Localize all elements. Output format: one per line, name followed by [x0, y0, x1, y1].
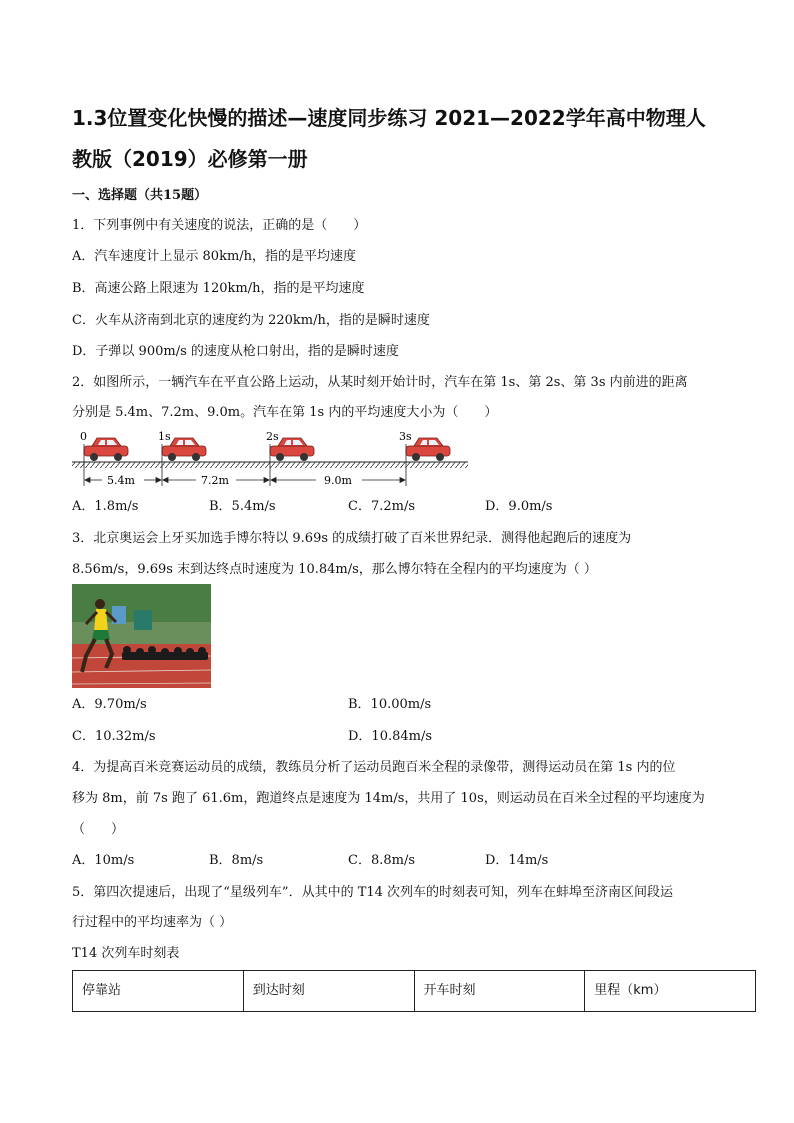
q1-option-d: D．子弹以 900m/s 的速度从枪口射出，指的是瞬时速度: [72, 344, 399, 359]
table-header-arrival: 到达时刻: [244, 971, 415, 1011]
q2-option-d: D．9.0m/s: [485, 499, 553, 514]
section-heading: 一、选择题（共15题）: [72, 188, 208, 203]
sprinter-photo: [72, 584, 211, 688]
q2-stem-line2: 分别是 5.4m、7.2m、9.0m。汽车在第 1s 内的平均速度大小为（ ）: [72, 405, 498, 420]
table-header-station: 停靠站: [73, 971, 244, 1011]
table-header-departure: 开车时刻: [415, 971, 586, 1011]
train-timetable: [72, 970, 756, 1012]
car-icon: [84, 438, 128, 461]
q4-option-a: A．10m/s: [72, 853, 135, 868]
q5-stem-line1: 5．第四次提速后，出现了“星级列车”．从其中的 T14 次列车的时刻表可知，列车在蚌埠至济南区间段运: [72, 885, 674, 900]
car-icon: [406, 438, 450, 461]
q1-option-a: A．汽车速度计上显示 80km/h，指的是平均速度: [72, 249, 357, 264]
document-title-line1: 1.3位置变化快慢的描述—速度同步练习 2021—2022学年高中物理人: [72, 106, 706, 130]
road-car-figure: [72, 430, 472, 490]
q3-stem-line1: 3．北京奥运会上牙买加选手博尔特以 9.69s 的成绩打破了百米世界纪录．测得他起跑后的速度为: [72, 531, 632, 546]
distance-label-2: 7.2m: [201, 474, 229, 487]
table-header-mileage: 里程（km）: [594, 983, 667, 998]
q2-option-b: B．5.4m/s: [209, 499, 276, 514]
train-table-caption: T14 次列车时刻表: [72, 946, 180, 961]
q1-option-c: C．火车从济南到北京的速度约为 220km/h，指的是瞬时速度: [72, 313, 430, 328]
q5-stem-line2: 行过程中的平均速率为（ ）: [72, 915, 233, 930]
q2-option-a: A．1.8m/s: [72, 499, 139, 514]
q1-option-b: B．高速公路上限速为 120km/h，指的是平均速度: [72, 281, 365, 296]
q3-option-b: B．10.00m/s: [348, 697, 432, 712]
q4-stem-line3: （ ）: [72, 822, 125, 837]
document-title-line2: 教版（2019）必修第一册: [72, 147, 308, 171]
time-label-1s: 1s: [158, 430, 171, 443]
q3-option-a: A．9.70m/s: [72, 697, 147, 712]
q1-stem: 1．下列事例中有关速度的说法，正确的是（ ）: [72, 218, 367, 233]
distance-label-1: 5.4m: [107, 474, 135, 487]
q3-option-d: D．10.84m/s: [348, 729, 433, 744]
time-label-2s: 2s: [266, 430, 279, 443]
q2-option-c: C．7.2m/s: [348, 499, 415, 514]
distance-label-3: 9.0m: [324, 474, 352, 487]
q4-stem-line2: 移为 8m，前 7s 跑了 61.6m，跑道终点是速度为 14m/s，共用了 10s，则运动员在百米全过程的平均速度为: [72, 791, 705, 806]
time-label-3s: 3s: [399, 430, 412, 443]
q3-option-c: C．10.32m/s: [72, 729, 156, 744]
q4-stem-line1: 4．为提高百米竞赛运动员的成绩，教练员分析了运动员跑百米全程的录像带，测得运动员在第 1s 内的位: [72, 760, 676, 775]
q2-stem-line1: 2．如图所示，一辆汽车在平直公路上运动，从某时刻开始计时，汽车在第 1s、第 2s、第 3s 内前进的距离: [72, 375, 688, 390]
q4-option-d: D．14m/s: [485, 853, 549, 868]
q4-option-b: B．8m/s: [209, 853, 264, 868]
q3-stem-line2: 8.56m/s，9.69s 末到达终点时速度为 10.84m/s，那么博尔特在全程内的平均速度为（ ）: [72, 562, 597, 577]
time-label-0: 0: [80, 430, 87, 443]
q4-option-c: C．8.8m/s: [348, 853, 415, 868]
